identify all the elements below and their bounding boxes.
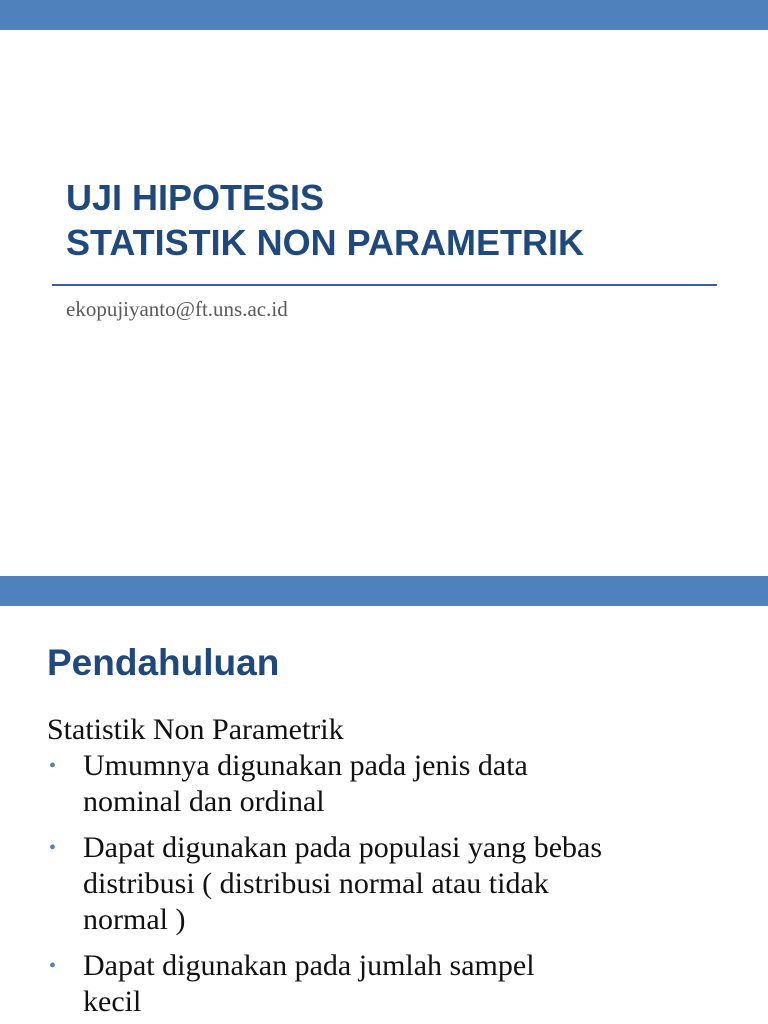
slide-title-line-1: UJI HIPOTESIS [66, 177, 325, 218]
title-divider [52, 284, 717, 286]
bullet-line: kecil [83, 985, 142, 1018]
slide-title-line-2: STATISTIK NON PARAMETRIK [66, 222, 584, 263]
bullet-item [47, 948, 737, 1020]
top-accent-bar [0, 576, 768, 606]
slide-title [66, 175, 584, 265]
bullet-line: nominal dan ordinal [83, 785, 325, 818]
bullet-dot-icon: • [49, 837, 57, 859]
content-slide [0, 576, 768, 1024]
bullet-line: Dapat digunakan pada populasi yang bebas [83, 831, 603, 864]
slide-heading: Pendahuluan [47, 642, 280, 683]
slide-body [47, 712, 737, 1020]
bullet-item [47, 830, 737, 938]
bullet-line: normal ) [83, 903, 186, 936]
bullet-dot-icon: • [49, 955, 57, 977]
author-email: ekopujiyanto@ft.uns.ac.id [66, 297, 288, 321]
bullet-list [47, 748, 737, 1020]
bullet-line: Umumnya digunakan pada jenis data [83, 749, 528, 782]
top-accent-bar [0, 0, 768, 30]
body-lead: Statistik Non Parametrik [47, 713, 344, 746]
bullet-line: Dapat digunakan pada jumlah sampel [83, 949, 535, 982]
bullet-item [47, 748, 737, 820]
bullet-line: distribusi ( distribusi normal atau tidak [83, 867, 549, 900]
bullet-dot-icon: • [49, 755, 57, 777]
